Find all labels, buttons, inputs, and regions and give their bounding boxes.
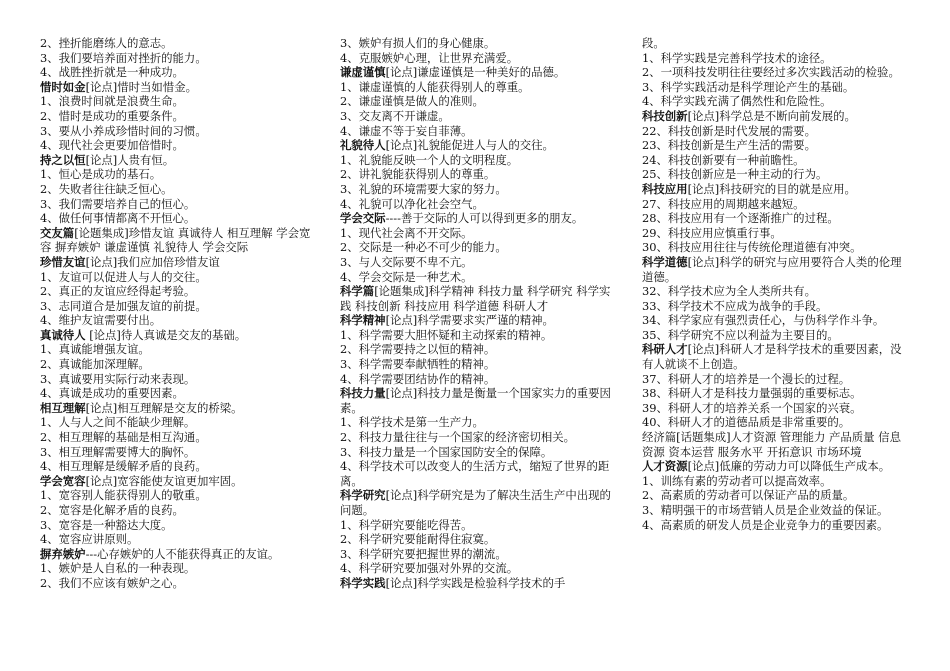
line-text: [论点]宽容能使友谊更加牢固。 [85, 473, 243, 488]
line-text: 39、科研人才的培养关系一个国家的兴衰。 [642, 400, 862, 415]
line-text: 2、高素质的劳动者可以保证产品的质量。 [642, 488, 855, 503]
line-text: 4、现代社会更要加倍惜时。 [40, 138, 184, 153]
line-text: 2、科技力量往往与一个国家的经济密切相关。 [340, 430, 576, 445]
text-line [40, 576, 312, 591]
text-line [40, 547, 312, 562]
line-text: 2、真正的友谊应经得起考验。 [40, 284, 196, 299]
line-text: 4、学会交际是一种艺术。 [340, 269, 473, 284]
text-line [340, 167, 612, 182]
line-text: 3、我们需要培养自己的恒心。 [40, 196, 196, 211]
line-text: [论点]科学的研究与应用要符合人类的伦理道德。 [642, 254, 902, 284]
text-line [40, 109, 312, 124]
line-text: 1、谦虚谨慎的人能获得别人的尊重。 [340, 79, 530, 94]
text-line [40, 328, 312, 343]
line-text: 经济篇[话题集成]人才资源 管理能力 产品质量 信息资源 资本运营 服务水平 开拓意识 市场环境 [642, 430, 901, 459]
line-text: [论点]相互理解是交友的桥梁。 [85, 400, 243, 415]
line-text: 4、科学需要团结协作的精神。 [340, 371, 496, 386]
line-text: [论点]礼貌能促进人与人的交往。 [385, 138, 554, 153]
text-line [642, 124, 910, 139]
text-line [40, 80, 312, 95]
text-line [40, 197, 312, 212]
line-text: 3、交友离不开谦虚。 [340, 108, 450, 123]
text-line [40, 459, 312, 474]
text-line [340, 51, 612, 66]
text-line [340, 561, 612, 576]
line-text: 4、维护友谊需要付出。 [40, 313, 162, 328]
text-line [642, 430, 910, 459]
text-line [40, 51, 312, 66]
line-text: [论题集成]珍惜友谊 真诚待人 相互理解 学会宽容 摒弃嫉妒 谦虚谨慎 礼貌待人 学会交际 [40, 225, 311, 255]
line-text: 2、交际是一种必不可少的能力。 [340, 240, 507, 255]
text-line [340, 342, 612, 357]
text-line [40, 474, 312, 489]
line-text: 4、谦虚不等于妄自菲薄。 [340, 123, 473, 138]
text-line [340, 328, 612, 343]
line-text: [论点]低廉的劳动力可以降低生产成本。 [687, 459, 891, 474]
text-line [40, 182, 312, 197]
line-text: 4、科学实践充满了偶然性和危险性。 [642, 94, 832, 109]
line-text: [论点]我们应加倍珍惜友谊 [85, 254, 220, 269]
text-line [40, 532, 312, 547]
line-text: 4、礼貌可以净化社会空气。 [340, 196, 484, 211]
text-line [340, 65, 612, 80]
line-text: 27、科技应用的周期越来越短。 [642, 196, 805, 211]
text-line [40, 561, 312, 576]
line-text: 40、科研人才的道德品质是非常重要的。 [642, 415, 851, 430]
text-line [642, 197, 910, 212]
text-line [40, 488, 312, 503]
text-line [642, 240, 910, 255]
section-heading: 科学实践 [340, 575, 386, 590]
text-line [340, 109, 612, 124]
text-column-1 [40, 36, 312, 591]
text-line [642, 459, 910, 474]
text-line [340, 386, 612, 415]
text-line [340, 488, 612, 517]
text-line [340, 211, 612, 226]
text-line [642, 255, 910, 284]
line-text: [论点]待人真诚是交友的基础。 [85, 327, 247, 342]
line-text: 1、人与人之间不能缺少理解。 [40, 415, 196, 430]
line-text: 23、科技创新是生产生活的需要。 [642, 138, 816, 153]
line-text: 2、挫折能磨练人的意志。 [40, 36, 173, 50]
line-text: 4、高素质的研发人员是企业竞争力的重要因素。 [642, 517, 889, 532]
section-heading: 学会宽容 [40, 473, 86, 488]
line-text: 3、科技力量是一个国家国防安全的保障。 [340, 444, 553, 459]
text-line [642, 153, 910, 168]
text-line [40, 357, 312, 372]
line-text: 3、要从小养成珍惜时间的习惯。 [40, 123, 207, 138]
text-line [340, 547, 612, 562]
text-line [642, 226, 910, 241]
line-text: 38、科研人才是科技力量强弱的重要标志。 [642, 386, 862, 401]
text-line [642, 284, 910, 299]
text-line [40, 503, 312, 518]
line-text: 2、我们不应该有嫉妒之心。 [40, 575, 184, 590]
section-heading: 科学研究 [340, 488, 386, 503]
line-text: 3、科学实践活动是科学理论产生的基础。 [642, 79, 855, 94]
section-heading: 交友篇 [40, 225, 75, 240]
line-text: 4、科学研究要加强对外界的交流。 [340, 561, 519, 576]
line-text: 32、科学技术应为全人类所共有。 [642, 284, 816, 299]
section-heading: 科技力量 [340, 386, 386, 401]
text-line [642, 415, 910, 430]
text-line [40, 372, 312, 387]
line-text: 2、一项科技发明往往要经过多次实践活动的检验。 [642, 65, 900, 80]
line-text: 4、相互理解是缓解矛盾的良药。 [40, 459, 207, 474]
line-text: 3、志同道合是加强友谊的前提。 [40, 298, 207, 313]
line-text: 3、科学研究要把握世界的潮流。 [340, 546, 507, 561]
text-line [340, 153, 612, 168]
text-line [40, 153, 312, 168]
text-line [340, 532, 612, 547]
text-line [642, 386, 910, 401]
line-text: 2、科学研究要能耐得住寂寞。 [340, 532, 496, 547]
text-line [642, 94, 910, 109]
line-text: 4、战胜挫折就是一种成功。 [40, 65, 184, 80]
line-text: 1、科学技术是第一生产力。 [340, 415, 484, 430]
text-line [340, 197, 612, 212]
line-text: 2、谦虚谨慎是做人的准则。 [340, 94, 484, 109]
text-line [340, 313, 612, 328]
line-text: 4、科学技术可以改变人的生活方式，缩短了世界的距离。 [340, 459, 610, 488]
text-line [642, 167, 910, 182]
line-text: ---心存嫉妒的人不能获得真正的友谊。 [85, 546, 280, 561]
text-line [340, 255, 612, 270]
section-heading: 科研人才 [642, 342, 688, 357]
line-text: 1、礼貌能反映一个人的文明程度。 [340, 152, 519, 167]
text-line [340, 576, 612, 591]
text-line [340, 182, 612, 197]
text-line [40, 36, 312, 51]
line-text: 4、克服嫉妒心理，让世界充满爱。 [340, 50, 519, 65]
text-line [40, 270, 312, 285]
line-text: 3、与人交际要不卑不亢。 [340, 254, 473, 269]
text-line [40, 430, 312, 445]
section-heading: 摒弃嫉妒 [40, 546, 86, 561]
line-text: [论点]惜时当如惜金。 [85, 79, 197, 94]
text-line [340, 240, 612, 255]
text-line [642, 65, 910, 80]
text-column-3 [642, 36, 910, 532]
line-text: 3、我们要培养面对挫折的能力。 [40, 50, 207, 65]
section-heading: 相互理解 [40, 400, 86, 415]
text-line [40, 386, 312, 401]
text-line [642, 474, 910, 489]
text-line [40, 313, 312, 328]
line-text: 30、科技应用往往与传统伦理道德有冲突。 [642, 240, 862, 255]
line-text: ----善于交际的人可以得到更多的朋友。 [385, 211, 584, 226]
line-text: 1、宽容别人能获得别人的敬重。 [40, 488, 207, 503]
line-text: 1、嫉妒是人自私的一种表现。 [40, 561, 196, 576]
section-heading: 礼貌待人 [340, 138, 386, 153]
text-line [340, 36, 612, 51]
line-text: 2、失败者往往缺乏恒心。 [40, 181, 173, 196]
text-line [340, 415, 612, 430]
text-line [340, 459, 612, 488]
text-line [40, 445, 312, 460]
text-column-2 [340, 36, 612, 591]
line-text: 2、真诚能加深理解。 [40, 357, 150, 372]
text-line [340, 94, 612, 109]
text-line [642, 182, 910, 197]
line-text: 3、相互理解需要博大的胸怀。 [40, 444, 196, 459]
section-heading: 科学道德 [642, 254, 688, 269]
text-line [40, 284, 312, 299]
line-text: [论点]谦虚谨慎是一种美好的品德。 [385, 65, 566, 80]
text-line [642, 51, 910, 66]
section-heading: 真诚待人 [40, 327, 86, 342]
line-text: [论点]科学实践是检验科学技术的手 [385, 575, 566, 590]
text-line [340, 138, 612, 153]
line-text: 3、宽容是一种豁达大度。 [40, 517, 173, 532]
line-text: [论点]科学需要求实严谨的精神。 [385, 313, 554, 328]
text-line [642, 80, 910, 95]
line-text: 1、恒心是成功的基石。 [40, 167, 162, 182]
section-heading: 谦虚谨慎 [340, 65, 386, 80]
line-text: 3、精明强干的市场营销人员是企业效益的保证。 [642, 503, 889, 517]
text-line [642, 488, 910, 503]
line-text: 24、科技创新要有一种前瞻性。 [642, 152, 805, 167]
line-text: 1、友谊可以促进人与人的交往。 [40, 269, 207, 284]
line-text: 1、现代社会离不开交际。 [340, 225, 473, 240]
text-line [340, 284, 612, 313]
line-text: 1、训练有素的劳动者可以提高效率。 [642, 473, 832, 488]
section-heading: 科学篇 [340, 284, 375, 299]
line-text: 1、科学需要大胆怀疑和主动探索的精神。 [340, 327, 553, 342]
section-heading: 珍惜友谊 [40, 254, 86, 269]
text-line [642, 328, 910, 343]
text-line [340, 445, 612, 460]
line-text: 2、科学需要持之以恒的精神。 [340, 342, 496, 357]
line-text: 3、真诚要用实际行动来表现。 [40, 371, 196, 386]
line-text: [论点]科学总是不断向前发展的。 [687, 108, 856, 123]
line-text: 34、科学家应有强烈责任心，与伪科学作斗争。 [642, 313, 885, 328]
section-heading: 惜时如金 [40, 79, 86, 94]
section-heading: 持之以恒 [40, 152, 86, 167]
text-line [340, 518, 612, 533]
text-line [40, 94, 312, 109]
text-line [340, 80, 612, 95]
text-line [40, 65, 312, 80]
text-line [642, 372, 910, 387]
text-line [40, 226, 312, 255]
line-text: 4、宽容应讲原则。 [40, 532, 139, 547]
line-text: 3、科学需要奉献牺牲的精神。 [340, 357, 496, 372]
line-text: [论点]人贵有恒。 [85, 152, 175, 167]
line-text: 28、科技应用有一个逐渐推广的过程。 [642, 211, 839, 226]
line-text: 3、礼貌的环境需要大家的努力。 [340, 181, 507, 196]
line-text: [论点]科学研究是为了解决生活生产中出现的问题。 [340, 488, 611, 517]
text-line [40, 211, 312, 226]
line-text: [论点]科研人才是科学技术的重要因素，没有人就谈不上创造。 [642, 342, 902, 372]
line-text: [论点]科技力量是衡量一个国家实力的重要因素。 [340, 386, 611, 415]
text-line [642, 342, 910, 371]
line-text: 2、宽容是化解矛盾的良药。 [40, 503, 184, 517]
line-text: 1、浪费时间就是浪费生命。 [40, 94, 184, 109]
text-line [40, 138, 312, 153]
line-text: 2、相互理解的基础是相互沟通。 [40, 430, 207, 445]
text-line [340, 124, 612, 139]
line-text: 3、嫉妒有损人们的身心健康。 [340, 36, 496, 50]
section-heading: 学会交际 [340, 211, 386, 226]
text-line [340, 270, 612, 285]
text-line [642, 138, 910, 153]
line-text: 4、真诚是成功的重要因素。 [40, 386, 184, 401]
line-text: 35、科学研究不应以利益为主要目的。 [642, 327, 839, 342]
section-heading: 科技创新 [642, 108, 688, 123]
text-line [642, 313, 910, 328]
line-text: 1、真诚能增强友谊。 [40, 342, 150, 357]
line-text: [论点]科技研究的目的就是应用。 [687, 181, 856, 196]
line-text: 29、科技应用应慎重行事。 [642, 225, 782, 240]
text-line [642, 36, 910, 51]
line-text: 2、讲礼貌能获得别人的尊重。 [340, 167, 496, 182]
text-line [642, 299, 910, 314]
text-line [40, 124, 312, 139]
line-text: 1、科学研究要能吃得苦。 [340, 517, 473, 532]
line-text: 4、做任何事情都离不开恒心。 [40, 211, 196, 226]
line-text: 段。 [642, 36, 665, 50]
text-line [40, 255, 312, 270]
text-line [40, 342, 312, 357]
line-text: 22、科技创新是时代发展的需要。 [642, 123, 816, 138]
section-heading: 人才资源 [642, 459, 688, 474]
line-text: 1、科学实践是完善科学技术的途径。 [642, 50, 832, 65]
line-text: [论题集成]科学精神 科技力量 科学研究 科学实践 科技创新 科技应用 科学道德 科研人才 [340, 284, 611, 313]
text-line [40, 167, 312, 182]
text-line [340, 430, 612, 445]
text-line [40, 299, 312, 314]
text-line [642, 518, 910, 533]
text-line [340, 357, 612, 372]
line-text: 33、科学技术不应成为战争的手段。 [642, 298, 828, 313]
text-line [40, 518, 312, 533]
section-heading: 科学精神 [340, 313, 386, 328]
line-text: 2、惜时是成功的重要条件。 [40, 108, 184, 123]
text-line [340, 226, 612, 241]
line-text: 25、科技创新应是一种主动的行为。 [642, 167, 828, 182]
text-line [340, 372, 612, 387]
text-line [642, 503, 910, 518]
text-line [40, 415, 312, 430]
text-line [642, 211, 910, 226]
text-line [40, 401, 312, 416]
line-text: 37、科研人才的培养是一个漫长的过程。 [642, 371, 851, 386]
text-line [642, 109, 910, 124]
section-heading: 科技应用 [642, 181, 688, 196]
text-line [642, 401, 910, 416]
